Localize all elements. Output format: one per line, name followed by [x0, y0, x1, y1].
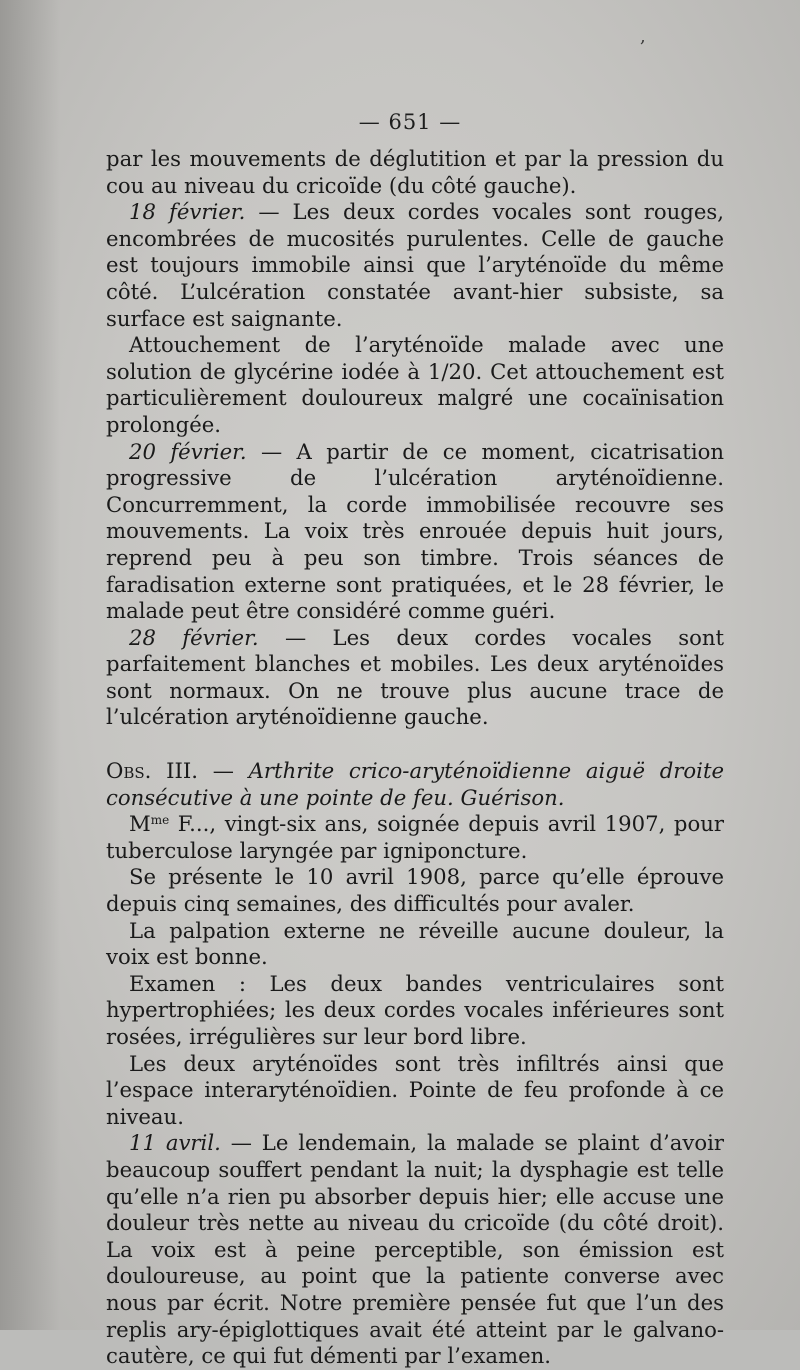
entry-18-fevrier [106, 199, 724, 332]
paragraph-arytenoides [106, 1051, 724, 1131]
paragraph-palpation [106, 918, 724, 971]
entry-date: 11 avril. [129, 1130, 221, 1156]
observation-label: Obs. III. [106, 758, 198, 784]
entry-date: 20 février. [129, 438, 247, 464]
paragraph-text: Attouchement de l’aryténoïde malade avec une solution de glycérine iodée à 1/20. Cet attouchement est particulièrement douloureux malgré une cocaïnisation prolongée. [106, 332, 724, 437]
paragraph-text: La palpation externe ne réveille aucune douleur, la voix est bonne. [106, 917, 724, 970]
observation-title: Arthrite crico-aryténoïdienne aiguë droite consécutive à une pointe de feu. Guérison. [106, 758, 724, 810]
paragraph-text: Examen : Les deux bandes ventriculaires sont hypertrophiées; les deux cordes vocales inférieures sont rosées, irrégulières sur leur bord libre. [106, 970, 724, 1049]
paragraph-text: Les deux aryténoïdes sont très infiltrés ainsi que l’espace interaryténoïdien. Pointe de feu profonde à ce niveau. [106, 1050, 724, 1129]
paragraph-attouchement [106, 332, 724, 438]
entry-date: 28 février. [129, 624, 259, 650]
entry-text: — Le lendemain, la malade se plaint d’avoir beaucoup souffert pendant la nuit; la dysphagie est telle qu’elle n’a rien pu absorber depuis hier; elle accuse une douleur très nette au niveau du cricoïde (du côté droit). La voix est à peine perceptible, son émission est douloureuse, au point que la patiente converse avec nous par écrit. Notre première pensée fut que l’un des replis ary-épiglottiques avait été atteint par le galvano-cautère, ce qui fut démenti par l’examen. [106, 1130, 724, 1369]
entry-28-fevrier [106, 625, 724, 731]
entry-text: — A partir de ce moment, cicatrisation progressive de l’ulcération aryténoïdienne. Concurremment, la corde immobilisée recouvre ses mouvements. La voix très enrouée depuis huit jours, reprend peu à peu son timbre. Trois séances de faradisation externe sont pratiquées, et le 28 février, le malade peut être considéré comme guéri. [106, 438, 724, 624]
scan-shadow [0, 0, 60, 1330]
patient-text: F..., vingt-six ans, soignée depuis avril 1907, pour tuberculose laryngée par igniponcture. [106, 811, 724, 863]
patient-title-sup: me [150, 813, 170, 828]
entry-text: — Les deux cordes vocales sont rouges, encombrées de mucosités purulentes. Celle de gauche est toujours immobile ainsi que l’aryténoïde du même côté. L’ulcération constatée avant-hier subsiste, sa surface est saignante. [106, 199, 724, 331]
paragraph-text: Se présente le 10 avril 1908, parce qu’elle éprouve depuis cinq semaines, des difficultés pour avaler. [106, 864, 724, 917]
entry-20-fevrier [106, 439, 724, 625]
patient-title: M [129, 811, 151, 837]
paragraph-presentation [106, 864, 724, 917]
entry-text: — Les deux cordes vocales sont parfaitement blanches et mobiles. Les deux aryténoïdes sont normaux. On ne trouve plus aucune trace de l’ulcération aryténoïdienne gauche. [106, 624, 724, 730]
observation-heading [106, 758, 724, 811]
observation-dash: — [197, 758, 249, 784]
paragraph-examen [106, 971, 724, 1051]
entry-date: 18 février. [129, 199, 246, 225]
page-number: — 651 — [358, 110, 462, 134]
page-body [106, 146, 724, 1370]
paragraph-text: par les mouvements de déglutition et par la pression du cou au niveau du cricoïde (du côté gauche). [106, 146, 724, 198]
paragraph-continuation [106, 146, 724, 199]
patient-intro [106, 811, 724, 864]
scan-speck: , [640, 26, 646, 47]
entry-11-avril [106, 1130, 724, 1369]
